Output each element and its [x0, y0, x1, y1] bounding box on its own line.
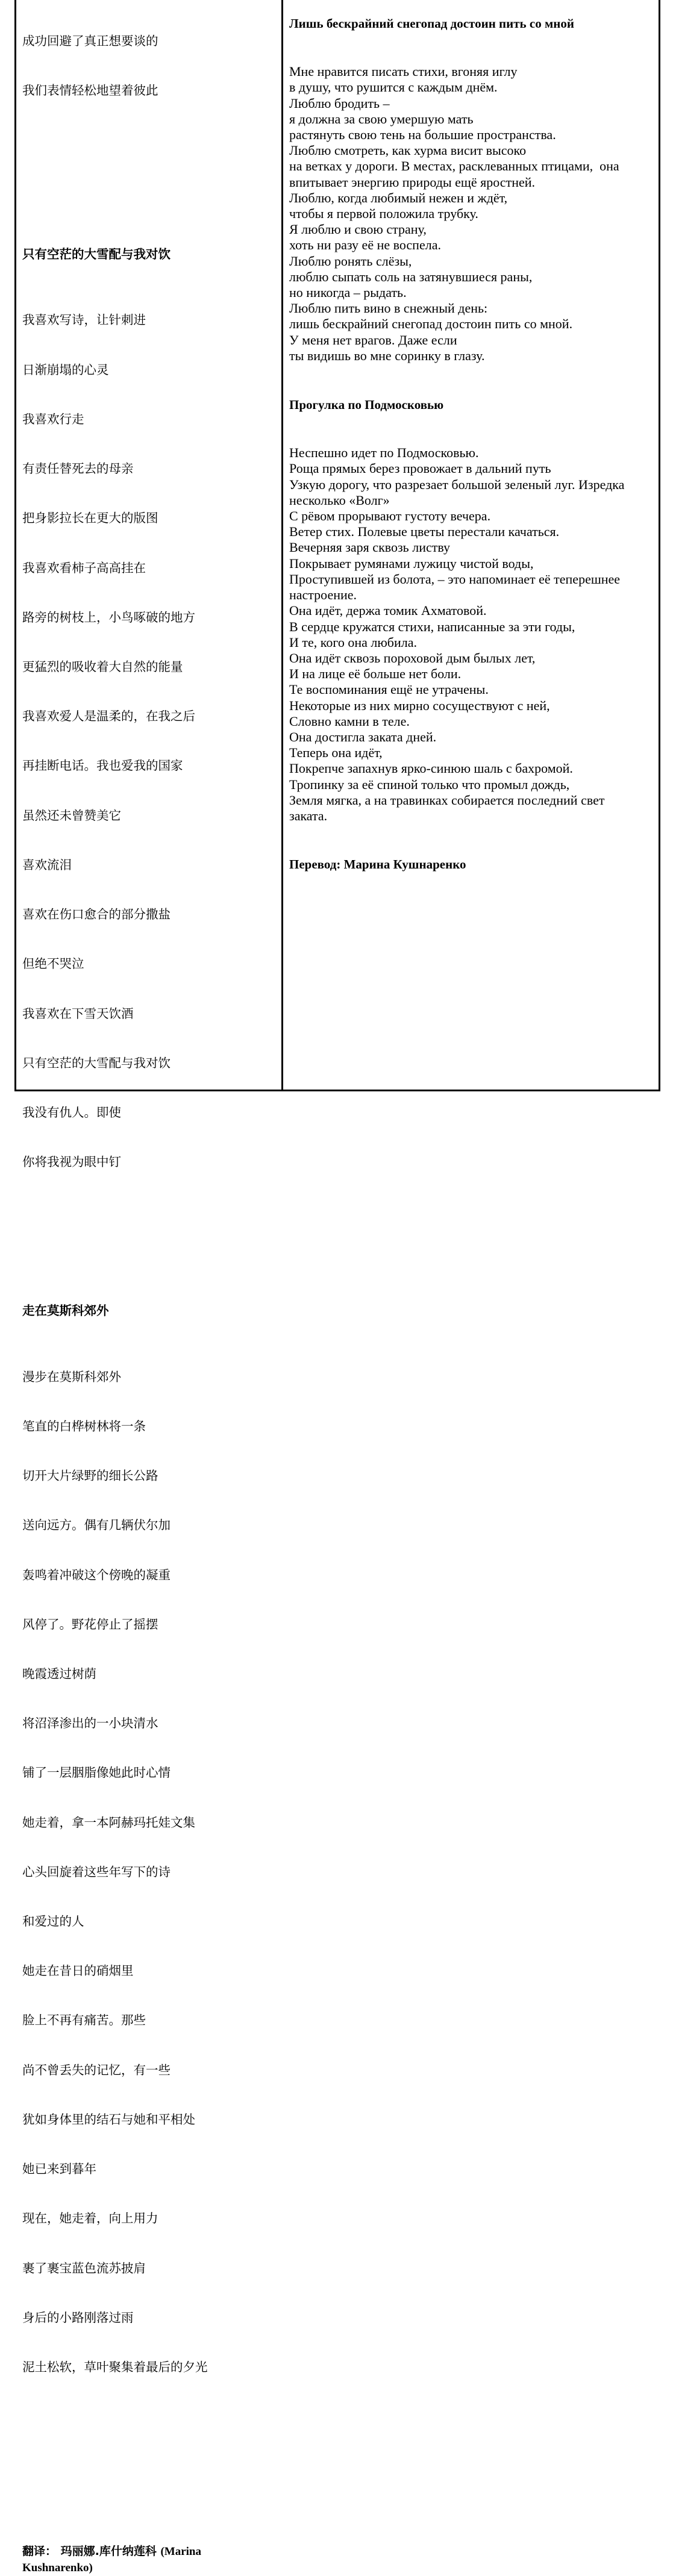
chinese-translator-credit — [22, 2543, 277, 2576]
poem-line: 漫步在莫斯科郊外 — [22, 1369, 121, 1384]
poem-line: 喜欢在伤口愈合的部分撒盐 — [22, 907, 171, 922]
credit-chinese-text: 翻译： 玛丽娜.库什纳莲科 — [22, 2545, 161, 2559]
poem-line: С рёвом прорывают густоту вечера. — [289, 508, 491, 524]
poem-line: 泥土松软，草叶聚集着最后的夕光 — [22, 2360, 208, 2374]
poem-line: 她走着，拿一本阿赫玛托娃文集 — [22, 1815, 195, 1830]
poem-line: Она идёт, держа томик Ахматовой. — [289, 603, 487, 619]
poem-line: У меня нет врагов. Даже если — [289, 332, 457, 348]
chinese-poem2-title: 走在莫斯科郊外 — [22, 1303, 109, 1318]
poem-line: но никогда – рыдать. — [289, 285, 407, 301]
poem-line: И на лице её больше нет боли. — [289, 666, 462, 682]
poem-line: 虽然还未曾赞美它 — [22, 808, 121, 823]
poem-line: 心头回旋着这些年写下的诗 — [22, 1864, 171, 1879]
opening-fragment — [22, 0, 277, 132]
poem-line: Земля мягка, а на травинках собирается последний свет — [289, 792, 605, 808]
poem-line: 把身影拉长在更大的版图 — [22, 511, 158, 526]
poem-line: растянуть свою тень на большие пространства. — [289, 127, 556, 143]
poem-line: 切开大片绿野的细长公路 — [22, 1468, 158, 1483]
title-body-gap — [289, 31, 653, 64]
poem-line: 晚霞透过树荫 — [22, 1666, 96, 1681]
poem-line: лишь бескрайний снегопад достоин пить со мной. — [289, 316, 573, 332]
poem-line: 脸上不再有痛苦。那些 — [22, 2013, 146, 2028]
poem-line: Ветер стих. Полевые цветы перестали качаться. — [289, 524, 560, 540]
poem-line: заката. — [289, 808, 328, 823]
poem-line: Люблю ронять слёзы, — [289, 253, 412, 269]
poem-line: 再挂断电话。我也爱我的国家 — [22, 758, 183, 773]
poem-line: Покрепче запахнув ярко-синюю шаль с бахромой. — [289, 761, 573, 776]
poem-line: 路旁的树枝上，小鸟啄破的地方 — [22, 610, 195, 625]
poem-line: 更猛烈的吸收着大自然的能量 — [22, 660, 183, 674]
poem-line: Проступившей из болота, – это напоминает её теперешнее — [289, 571, 621, 587]
poem-line: ты видишь во мне соринку в глазу. — [289, 348, 485, 363]
poem-line: Мне нравится писать стихи, вгоняя иглу — [289, 64, 518, 80]
poem-line: Те воспоминания ещё не утрачены. — [289, 682, 489, 697]
poem-line: Теперь она идёт, — [289, 745, 383, 761]
title-body-gap — [289, 413, 653, 445]
poem-line: чтобы я первой положила трубку. — [289, 206, 478, 222]
poem-line: Люблю бродить – — [289, 95, 390, 111]
poem-line: 风停了。野花停止了摇摆 — [22, 1617, 158, 1632]
section-gap — [22, 1203, 277, 1303]
section-gap — [22, 132, 277, 246]
poem-line: И те, кого она любила. — [289, 634, 417, 650]
section-gap — [289, 364, 653, 397]
poem-line: хоть ни разу её не воспела. — [289, 237, 441, 253]
poem-line: 喜欢流泪 — [22, 857, 72, 872]
poem-line: 轰鸣着冲破这个傍晚的凝重 — [22, 1567, 171, 1582]
credit-latin-part1: (Marina — [160, 2545, 201, 2559]
poem-line: 但绝不哭泣 — [22, 956, 84, 971]
opening-fragment-line: 成功回避了真正想要谈的 — [22, 33, 158, 48]
poem-line: 我没有仇人。即使 — [22, 1105, 121, 1120]
poem-line: Она идёт сквозь пороховой дым былых лет, — [289, 650, 536, 666]
poem-line: 尚不曾丢失的记忆，有一些 — [22, 2062, 171, 2077]
poem-line: 铺了一层胭脂像她此时心情 — [22, 1765, 171, 1780]
poem-line: 将沼泽渗出的一小块清水 — [22, 1716, 158, 1731]
poem-line: 我喜欢行走 — [22, 411, 84, 426]
bilingual-table — [14, 0, 660, 2575]
poem-line: Некоторые из них мирно сосуществуют с ней, — [289, 697, 550, 713]
opening-fragment-line: 我们表情轻松地望着彼此 — [22, 83, 158, 98]
poem-line: 只有空茫的大雪配与我对饮 — [22, 1055, 171, 1070]
poem-line: 裹了裹宝蓝色流苏披肩 — [22, 2260, 146, 2275]
right-column-russian — [281, 0, 660, 1091]
poem-line: 我喜欢在下雪天饮酒 — [22, 1006, 134, 1021]
poem-line: Она достигла заката дней. — [289, 729, 437, 744]
russian-poem2-title: Прогулка по Подмосковью — [289, 398, 444, 413]
poem-line: Узкую дорогу, что разрезает большой зеленый луг. Изредка — [289, 476, 625, 492]
chinese-poem2-body — [22, 1336, 277, 2409]
poem-line: в душу, что рушится с каждым днём. — [289, 80, 498, 95]
poem-line: Роща прямых берез провожает в дальний путь — [289, 461, 551, 476]
section-gap — [289, 824, 653, 856]
poem-line: 笔直的白桦树林将一条 — [22, 1418, 146, 1433]
poem-line: Люблю пить вино в снежный день: — [289, 301, 488, 316]
poem-line: В сердце кружатся стихи, написанные за эти годы, — [289, 619, 575, 634]
poem-line: Тропинку за её спиной только что промыл дождь, — [289, 776, 570, 792]
poem-line: Покрывает румянами лужицу чистой воды, — [289, 555, 534, 571]
poem-line: Словно камни в теле. — [289, 713, 410, 729]
poem-line: 身后的小路刚落过雨 — [22, 2310, 134, 2325]
poem-line: 日渐崩塌的心灵 — [22, 362, 109, 377]
poem-line: 她走在昔日的硝烟里 — [22, 1963, 134, 1979]
poem-line: Я люблю и свою страну, — [289, 222, 427, 237]
chinese-poem1-body — [22, 279, 277, 1204]
poem-line: 我喜欢看柿子高高挂在 — [22, 560, 146, 575]
poem-line: люблю сыпать соль на затянувшиеся раны, — [289, 269, 533, 284]
poem-line: Вечерняя заря сквозь листву — [289, 540, 450, 555]
chinese-poem1-title: 只有空茫的大雪配与我对饮 — [22, 247, 171, 262]
poem-line: 现在，她走着，向上用力 — [22, 2211, 158, 2226]
poem-line: 她已来到暮年 — [22, 2162, 96, 2177]
poem-line: впитывает энергию природы ещё яростней. — [289, 174, 535, 190]
poem-line: на ветках у дороги. В местах, расклеванных птицами, она — [289, 158, 619, 174]
russian-translator-credit: Перевод: Марина Кушнаренко — [289, 857, 466, 872]
poem-line: 犹如身体里的结石与她和平相处 — [22, 2112, 195, 2127]
credit-latin-part2: Kushnarenko) — [22, 2562, 93, 2575]
poem-line: несколько «Волг» — [289, 492, 390, 508]
poem-line: Люблю, когда любимый нежен и ждёт, — [289, 190, 508, 205]
poem-line: 我喜欢爱人是温柔的，在我之后 — [22, 709, 195, 724]
poem-line: 我喜欢写诗，让针刺进 — [22, 313, 146, 328]
poem-line: 和爱过的人 — [22, 1914, 84, 1929]
poem-line: Неспешно идет по Подмосковью. — [289, 445, 479, 461]
poem-line: Люблю смотреть, как хурма висит высоко — [289, 143, 527, 158]
left-column-chinese — [14, 0, 281, 2575]
top-gap — [289, 0, 653, 16]
title-body-gap — [22, 263, 277, 279]
poem-line: 送向远方。偶有几辆伏尔加 — [22, 1518, 171, 1533]
poem-line: настроение. — [289, 587, 357, 603]
russian-poem1-title: Лишь бескрайний снегопад достоин пить со мной — [289, 16, 574, 31]
section-gap — [22, 2409, 277, 2543]
title-body-gap — [22, 1320, 277, 1336]
russian-poem1-body — [289, 64, 653, 364]
russian-poem2-body — [289, 445, 653, 824]
poem-line: 你将我视为眼中钉 — [22, 1155, 121, 1170]
poem-line: я должна за свою умершую мать — [289, 111, 474, 126]
poem-line: 有责任替死去的母亲 — [22, 461, 134, 476]
